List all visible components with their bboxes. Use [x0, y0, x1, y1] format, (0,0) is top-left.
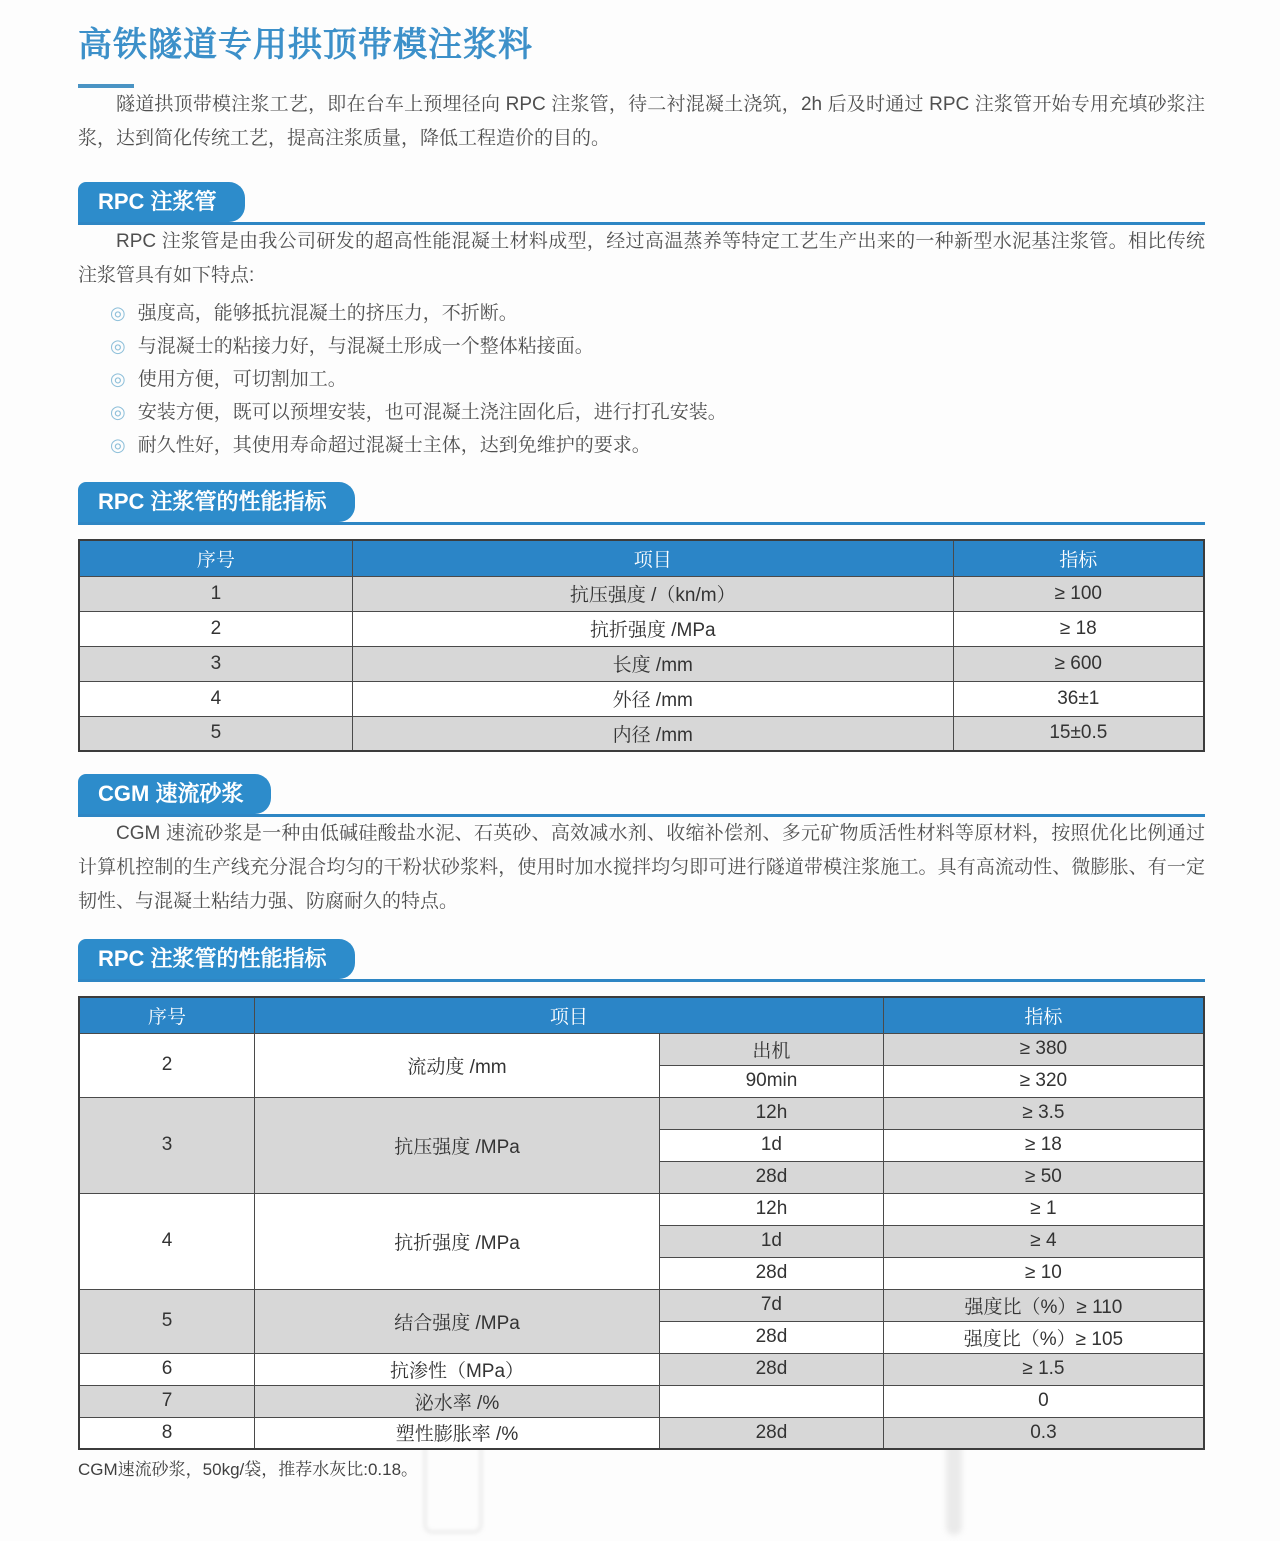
feature-text: 耐久性好，其使用寿命超过混凝士主体，达到免维护的要求。: [137, 435, 651, 456]
table-row: [79, 681, 1204, 716]
cell-condition: 12h: [660, 1097, 884, 1129]
table-header-row: [79, 540, 1204, 576]
bullet-icon: ◎: [110, 336, 126, 356]
table-row: [79, 1033, 1204, 1065]
section-banner-rpc-pipe: [78, 182, 1205, 225]
feature-item: [110, 330, 1205, 363]
table-row: [79, 1289, 1204, 1321]
cell-item: 外径 /mm: [352, 681, 953, 716]
cell-condition: 28d: [660, 1257, 884, 1289]
section-heading-cgm: CGM 速流砂浆: [78, 774, 271, 814]
column-header-value: 指标: [883, 997, 1204, 1033]
table-header-row: [79, 997, 1204, 1033]
cell-item: 长度 /mm: [352, 646, 953, 681]
cell-value: ≥ 1: [883, 1193, 1204, 1225]
table-row: [79, 611, 1204, 646]
cell-value: ≥ 320: [883, 1065, 1204, 1097]
cell-value: ≥ 4: [883, 1225, 1204, 1257]
section-heading-rpc-table: RPC 注浆管的性能指标: [78, 482, 355, 522]
cell-no: 6: [79, 1353, 255, 1385]
cell-value: 0: [883, 1385, 1204, 1417]
cell-condition: 28d: [660, 1353, 884, 1385]
cell-no: 7: [79, 1385, 255, 1417]
cell-no: 5: [79, 1289, 255, 1353]
cell-condition: 7d: [660, 1289, 884, 1321]
rpc-performance-table: [78, 539, 1205, 752]
feature-item: [110, 396, 1205, 429]
feature-text: 与混凝士的粘接力好，与混凝土形成一个整体粘接面。: [137, 336, 594, 357]
cell-no: 2: [79, 1033, 255, 1097]
cell-value: ≥ 10: [883, 1257, 1204, 1289]
cell-condition: 28d: [660, 1321, 884, 1353]
intro-paragraph: 隧道拱顶带模注浆工艺，即在台车上预埋径向 RPC 注浆管，待二衬混凝土浇筑，2h 后及时通过 RPC 注浆管开始专用充填砂浆注浆，达到简化传统工艺，提高注浆质量，降低工程造价的目的。: [78, 94, 1205, 149]
table-row: [79, 646, 1204, 681]
cell-item: 抗压强度 /（kn/m）: [352, 576, 953, 611]
feature-item: [110, 429, 1205, 462]
feature-text: 安装方便，既可以预埋安装，也可混凝土浇注固化后，进行打孔安装。: [137, 402, 727, 423]
cell-no: 3: [79, 646, 352, 681]
column-header-value: 指标: [953, 540, 1204, 576]
cell-item: 抗折强度 /MPa: [255, 1193, 660, 1289]
cgm-description: CGM 速流砂浆是一种由低碱硅酸盐水泥、石英砂、高效减水剂、收缩补偿剂、多元矿物质活性材料等原材料，按照优化比例通过计算机控制的生产线充分混合均匀的干粉状砂浆料，使用时加水搅拌均匀即可进行隧道带模注浆施工。具有高流动性、微膨胀、有一定韧性、与混凝土粘结力强、防腐耐久的特点。: [78, 823, 1205, 912]
table-row: [79, 1353, 1204, 1385]
cell-value: 强度比（%）≥ 105: [883, 1321, 1204, 1353]
cell-value: ≥ 100: [953, 576, 1204, 611]
cell-no: 8: [79, 1417, 255, 1449]
bullet-icon: ◎: [110, 402, 126, 422]
column-header-no: 序号: [79, 997, 255, 1033]
cell-value: 15±0.5: [953, 716, 1204, 751]
rpc-feature-list: [78, 297, 1205, 462]
cell-condition: [660, 1385, 884, 1417]
cell-value: ≥ 380: [883, 1033, 1204, 1065]
cell-value: ≥ 3.5: [883, 1097, 1204, 1129]
cell-no: 1: [79, 576, 352, 611]
cell-value: 强度比（%）≥ 110: [883, 1289, 1204, 1321]
cell-condition: 28d: [660, 1417, 884, 1449]
feature-item: [110, 297, 1205, 330]
cell-value: ≥ 1.5: [883, 1353, 1204, 1385]
cell-item: 塑性膨胀率 /%: [255, 1417, 660, 1449]
bullet-icon: ◎: [110, 303, 126, 323]
cell-no: 4: [79, 1193, 255, 1289]
cell-value: 36±1: [953, 681, 1204, 716]
cell-condition: 出机: [660, 1033, 884, 1065]
column-header-item: 项目: [255, 997, 884, 1033]
table-row: [79, 1385, 1204, 1417]
section-banner-cgm: [78, 774, 1205, 817]
section-heading-cgm-table: RPC 注浆管的性能指标: [78, 939, 355, 979]
cell-value: ≥ 600: [953, 646, 1204, 681]
cell-condition: 28d: [660, 1161, 884, 1193]
cell-condition: 1d: [660, 1129, 884, 1161]
cell-condition: 12h: [660, 1193, 884, 1225]
packaging-note: CGM速流砂浆，50kg/袋，推荐水灰比:0.18。: [78, 1460, 419, 1479]
cell-item: 内径 /mm: [352, 716, 953, 751]
page-title: 高铁隧道专用拱顶带模注浆料: [78, 26, 533, 64]
feature-text: 使用方便，可切割加工。: [137, 369, 347, 390]
cell-item: 抗渗性（MPa）: [255, 1353, 660, 1385]
cell-no: 5: [79, 716, 352, 751]
table-row: [79, 576, 1204, 611]
bullet-icon: ◎: [110, 435, 126, 455]
cell-no: 4: [79, 681, 352, 716]
cell-item: 抗压强度 /MPa: [255, 1097, 660, 1193]
cell-no: 2: [79, 611, 352, 646]
table-row: [79, 716, 1204, 751]
cell-item: 抗折强度 /MPa: [352, 611, 953, 646]
table-row: [79, 1417, 1204, 1449]
cell-value: 0.3: [883, 1417, 1204, 1449]
feature-item: [110, 363, 1205, 396]
cell-value: ≥ 18: [953, 611, 1204, 646]
rpc-pipe-description: RPC 注浆管是由我公司研发的超高性能混凝土材料成型，经过高温蒸养等特定工艺生产出来的一种新型水泥基注浆管。相比传统注浆管具有如下特点:: [78, 231, 1205, 286]
section-banner-rpc-table: [78, 482, 1205, 525]
cgm-performance-table: [78, 996, 1205, 1450]
table-row: [79, 1097, 1204, 1129]
cell-condition: 90min: [660, 1065, 884, 1097]
table-row: [79, 1193, 1204, 1225]
bullet-icon: ◎: [110, 369, 126, 389]
cell-condition: 1d: [660, 1225, 884, 1257]
section-heading-rpc-pipe: RPC 注浆管: [78, 182, 245, 222]
cell-no: 3: [79, 1097, 255, 1193]
column-header-item: 项目: [352, 540, 953, 576]
cell-value: ≥ 50: [883, 1161, 1204, 1193]
cell-item: 泌水率 /%: [255, 1385, 660, 1417]
column-header-no: 序号: [79, 540, 352, 576]
cell-value: ≥ 18: [883, 1129, 1204, 1161]
cell-item: 流动度 /mm: [255, 1033, 660, 1097]
feature-text: 强度高，能够抵抗混凝土的挤压力，不折断。: [137, 303, 518, 324]
section-banner-cgm-table: [78, 939, 1205, 982]
cell-item: 结合强度 /MPa: [255, 1289, 660, 1353]
